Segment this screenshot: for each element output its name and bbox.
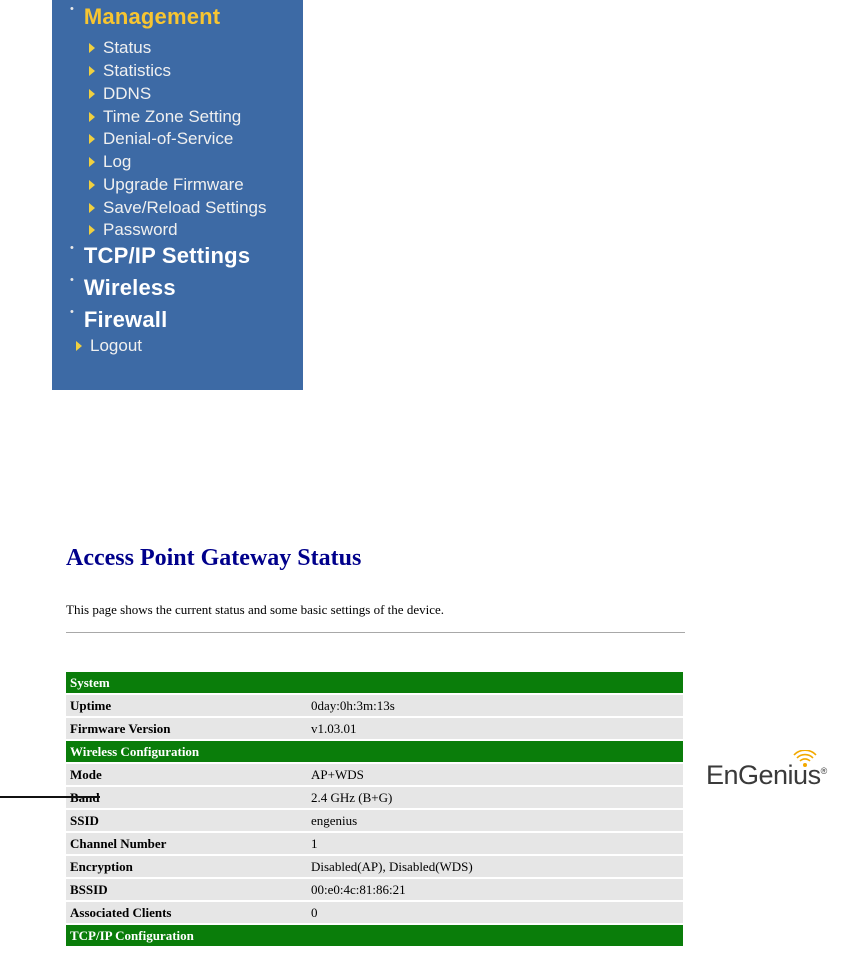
menu-item-status[interactable] [89, 38, 151, 58]
section-header-row [66, 672, 683, 693]
row-value: 1 [307, 833, 683, 854]
status-table [66, 670, 683, 948]
bullet-icon: • [70, 273, 74, 286]
menu-item-statistics[interactable] [89, 61, 171, 81]
row-label [66, 787, 307, 808]
menu-item-save-reload-settings[interactable] [89, 198, 267, 218]
arrow-right-icon [89, 66, 95, 76]
section-title: Wireless Configuration [66, 741, 683, 762]
menu-item-wireless[interactable] [70, 275, 176, 301]
menu-item-time-zone-setting[interactable] [89, 107, 241, 127]
page-description: This page shows the current status and some basic settings of the device. [66, 602, 444, 617]
menu-item-upgrade-firmware[interactable] [89, 175, 244, 195]
row-value: 00:e0:4c:81:86:21 [307, 879, 683, 900]
arrow-right-icon [89, 43, 95, 53]
row-value: 2.4 GHz (B+G) [307, 787, 683, 808]
menu-item-management[interactable] [70, 4, 220, 30]
section-title: System [66, 672, 683, 693]
table-row [66, 810, 683, 831]
table-row [66, 787, 683, 808]
row-label: Uptime [66, 695, 307, 716]
bullet-icon: • [70, 2, 74, 15]
arrow-right-icon [89, 134, 95, 144]
menu-item-label: Wireless [83, 275, 176, 300]
logo-text: EnGenius® [706, 760, 827, 790]
footer-rule [0, 796, 100, 798]
menu-item-tcp-ip-settings[interactable] [70, 243, 250, 269]
menu-item-label: Status [103, 38, 152, 57]
menu-item-label: DDNS [103, 84, 152, 103]
arrow-right-icon [89, 180, 95, 190]
row-value: v1.03.01 [307, 718, 683, 739]
row-value: 0day:0h:3m:13s [307, 695, 683, 716]
menu-item-label: Time Zone Setting [103, 107, 242, 126]
arrow-right-icon [89, 203, 95, 213]
menu-item-denial-of-service[interactable] [89, 129, 233, 149]
row-label: Firmware Version [66, 718, 307, 739]
divider [66, 632, 685, 633]
arrow-right-icon [89, 225, 95, 235]
section-header-row [66, 925, 683, 946]
row-label: Mode [66, 764, 307, 785]
row-label: Encryption [66, 856, 307, 877]
menu-item-label: Statistics [103, 61, 172, 80]
menu-item-label: Log [103, 152, 132, 171]
menu-item-label: Password [103, 220, 178, 239]
table-row [66, 902, 683, 923]
row-value: AP+WDS [307, 764, 683, 785]
table-row [66, 833, 683, 854]
menu-item-label: Firewall [83, 307, 168, 332]
table-row [66, 718, 683, 739]
section-title: TCP/IP Configuration [66, 925, 683, 946]
arrow-right-icon [89, 112, 95, 122]
menu-item-password[interactable] [89, 220, 178, 240]
arrow-right-icon [89, 89, 95, 99]
menu-item-label: Denial-of-Service [103, 129, 234, 148]
menu-item-label: Save/Reload Settings [103, 198, 267, 217]
menu-item-label: TCP/IP Settings [83, 243, 251, 268]
menu-item-label: Upgrade Firmware [103, 175, 244, 194]
row-value: 0 [307, 902, 683, 923]
row-label: Associated Clients [66, 902, 307, 923]
bullet-icon: • [70, 241, 74, 254]
page-title: Access Point Gateway Status [66, 545, 362, 571]
row-label: BSSID [66, 879, 307, 900]
menu-item-firewall[interactable] [70, 307, 167, 333]
bullet-icon: • [70, 305, 74, 318]
row-label: SSID [66, 810, 307, 831]
row-label: Channel Number [66, 833, 307, 854]
menu-item-label: Logout [90, 336, 142, 355]
section-header-row [66, 741, 683, 762]
menu-item-logout[interactable] [76, 336, 142, 356]
table-row [66, 764, 683, 785]
table-row [66, 695, 683, 716]
menu-item-ddns[interactable] [89, 84, 151, 104]
menu-item-label: Management [83, 4, 221, 29]
menu-item-log[interactable] [89, 152, 131, 172]
arrow-right-icon [89, 157, 95, 167]
row-value: Disabled(AP), Disabled(WDS) [307, 856, 683, 877]
row-value: engenius [307, 810, 683, 831]
arrow-right-icon [76, 341, 82, 351]
sidebar-menu [52, 0, 303, 390]
table-row [66, 879, 683, 900]
table-row [66, 856, 683, 877]
